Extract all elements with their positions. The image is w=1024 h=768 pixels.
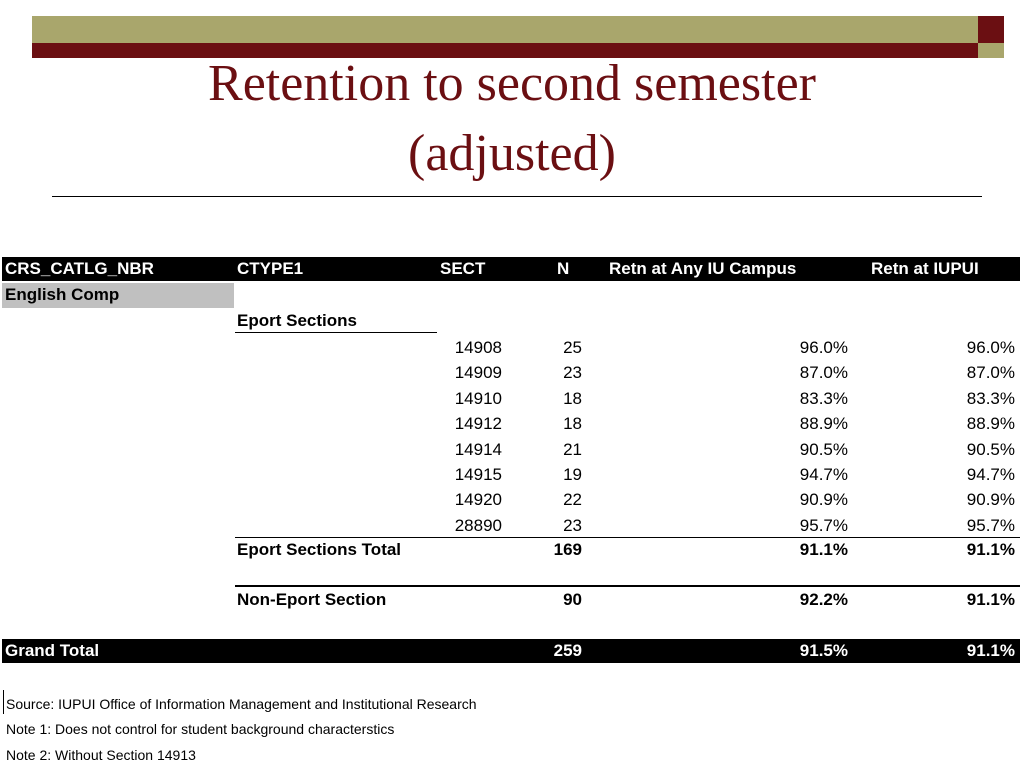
- row-sect: 14908: [454, 338, 502, 357]
- row-sect: 28890: [454, 516, 502, 535]
- source-note: Source: IUPUI Office of Information Management and Institutional Research: [6, 696, 477, 712]
- header-n: N: [557, 259, 570, 278]
- header-ctype: CTYPE1: [237, 259, 304, 278]
- eport-total-n: 169: [553, 540, 582, 559]
- row-retn-iupui: 94.7%: [966, 465, 1015, 484]
- row-n: 22: [563, 490, 582, 509]
- non-eport-retn-iupui: 91.1%: [966, 590, 1015, 609]
- row-retn-any: 90.5%: [799, 440, 848, 459]
- non-eport-label: Non-Eport Section: [237, 590, 387, 609]
- non-eport-n: 90: [563, 590, 582, 609]
- row-retn-iupui: 88.9%: [966, 414, 1015, 433]
- group-label-underline: [235, 332, 437, 333]
- eport-total-retn-any: 91.1%: [799, 540, 848, 559]
- grand-total-label: Grand Total: [5, 641, 100, 660]
- row-n: 21: [563, 440, 582, 459]
- table-header-row: [2, 257, 1020, 281]
- row-n: 18: [563, 389, 582, 408]
- row-sect: 14914: [454, 440, 502, 459]
- non-eport-separator: [235, 585, 1020, 587]
- row-sect: 14909: [454, 363, 502, 382]
- row-sect: 14910: [454, 389, 502, 408]
- row-retn-any: 88.9%: [799, 414, 848, 433]
- grand-total-n: 259: [553, 641, 582, 660]
- row-retn-any: 96.0%: [799, 338, 848, 357]
- row-retn-iupui: 87.0%: [966, 363, 1015, 382]
- row-n: 23: [563, 363, 582, 382]
- row-retn-iupui: 90.9%: [966, 490, 1015, 509]
- header-course: CRS_CATLG_NBR: [5, 259, 154, 278]
- row-sect: 14912: [454, 414, 502, 433]
- notes-left-border: [3, 690, 4, 714]
- header-retn-any: Retn at Any IU Campus: [609, 259, 797, 278]
- group-label: Eport Sections: [237, 311, 357, 330]
- note-1: Note 1: Does not control for student background characterstics: [6, 721, 395, 737]
- row-retn-iupui: 96.0%: [966, 338, 1015, 357]
- eport-total-retn-iupui: 91.1%: [966, 540, 1015, 559]
- row-retn-iupui: 95.7%: [966, 516, 1015, 535]
- row-retn-any: 94.7%: [799, 465, 848, 484]
- header-sect: SECT: [440, 259, 486, 278]
- row-n: 18: [563, 414, 582, 433]
- row-n: 23: [563, 516, 582, 535]
- grand-total-retn-iupui: 91.1%: [966, 641, 1015, 660]
- row-sect: 14920: [454, 490, 502, 509]
- course-name: English Comp: [5, 285, 120, 304]
- note-2: Note 2: Without Section 14913: [6, 747, 196, 763]
- row-retn-iupui: 90.5%: [966, 440, 1015, 459]
- slide-title-line1: Retention to second semester: [208, 55, 816, 112]
- eport-total-label: Eport Sections Total: [237, 540, 402, 559]
- row-retn-iupui: 83.3%: [966, 389, 1015, 408]
- row-n: 25: [563, 338, 582, 357]
- slide-title-line2: (adjusted): [408, 125, 616, 182]
- grand-total-row: [2, 639, 1020, 663]
- row-retn-any: 83.3%: [799, 389, 848, 408]
- row-retn-any: 95.7%: [799, 516, 848, 535]
- grand-total-retn-any: 91.5%: [799, 641, 848, 660]
- row-n: 19: [563, 465, 582, 484]
- row-retn-any: 87.0%: [799, 363, 848, 382]
- row-retn-any: 90.9%: [799, 490, 848, 509]
- header-retn-iupui: Retn at IUPUI: [871, 259, 979, 278]
- row-sect: 14915: [454, 465, 502, 484]
- non-eport-retn-any: 92.2%: [799, 590, 848, 609]
